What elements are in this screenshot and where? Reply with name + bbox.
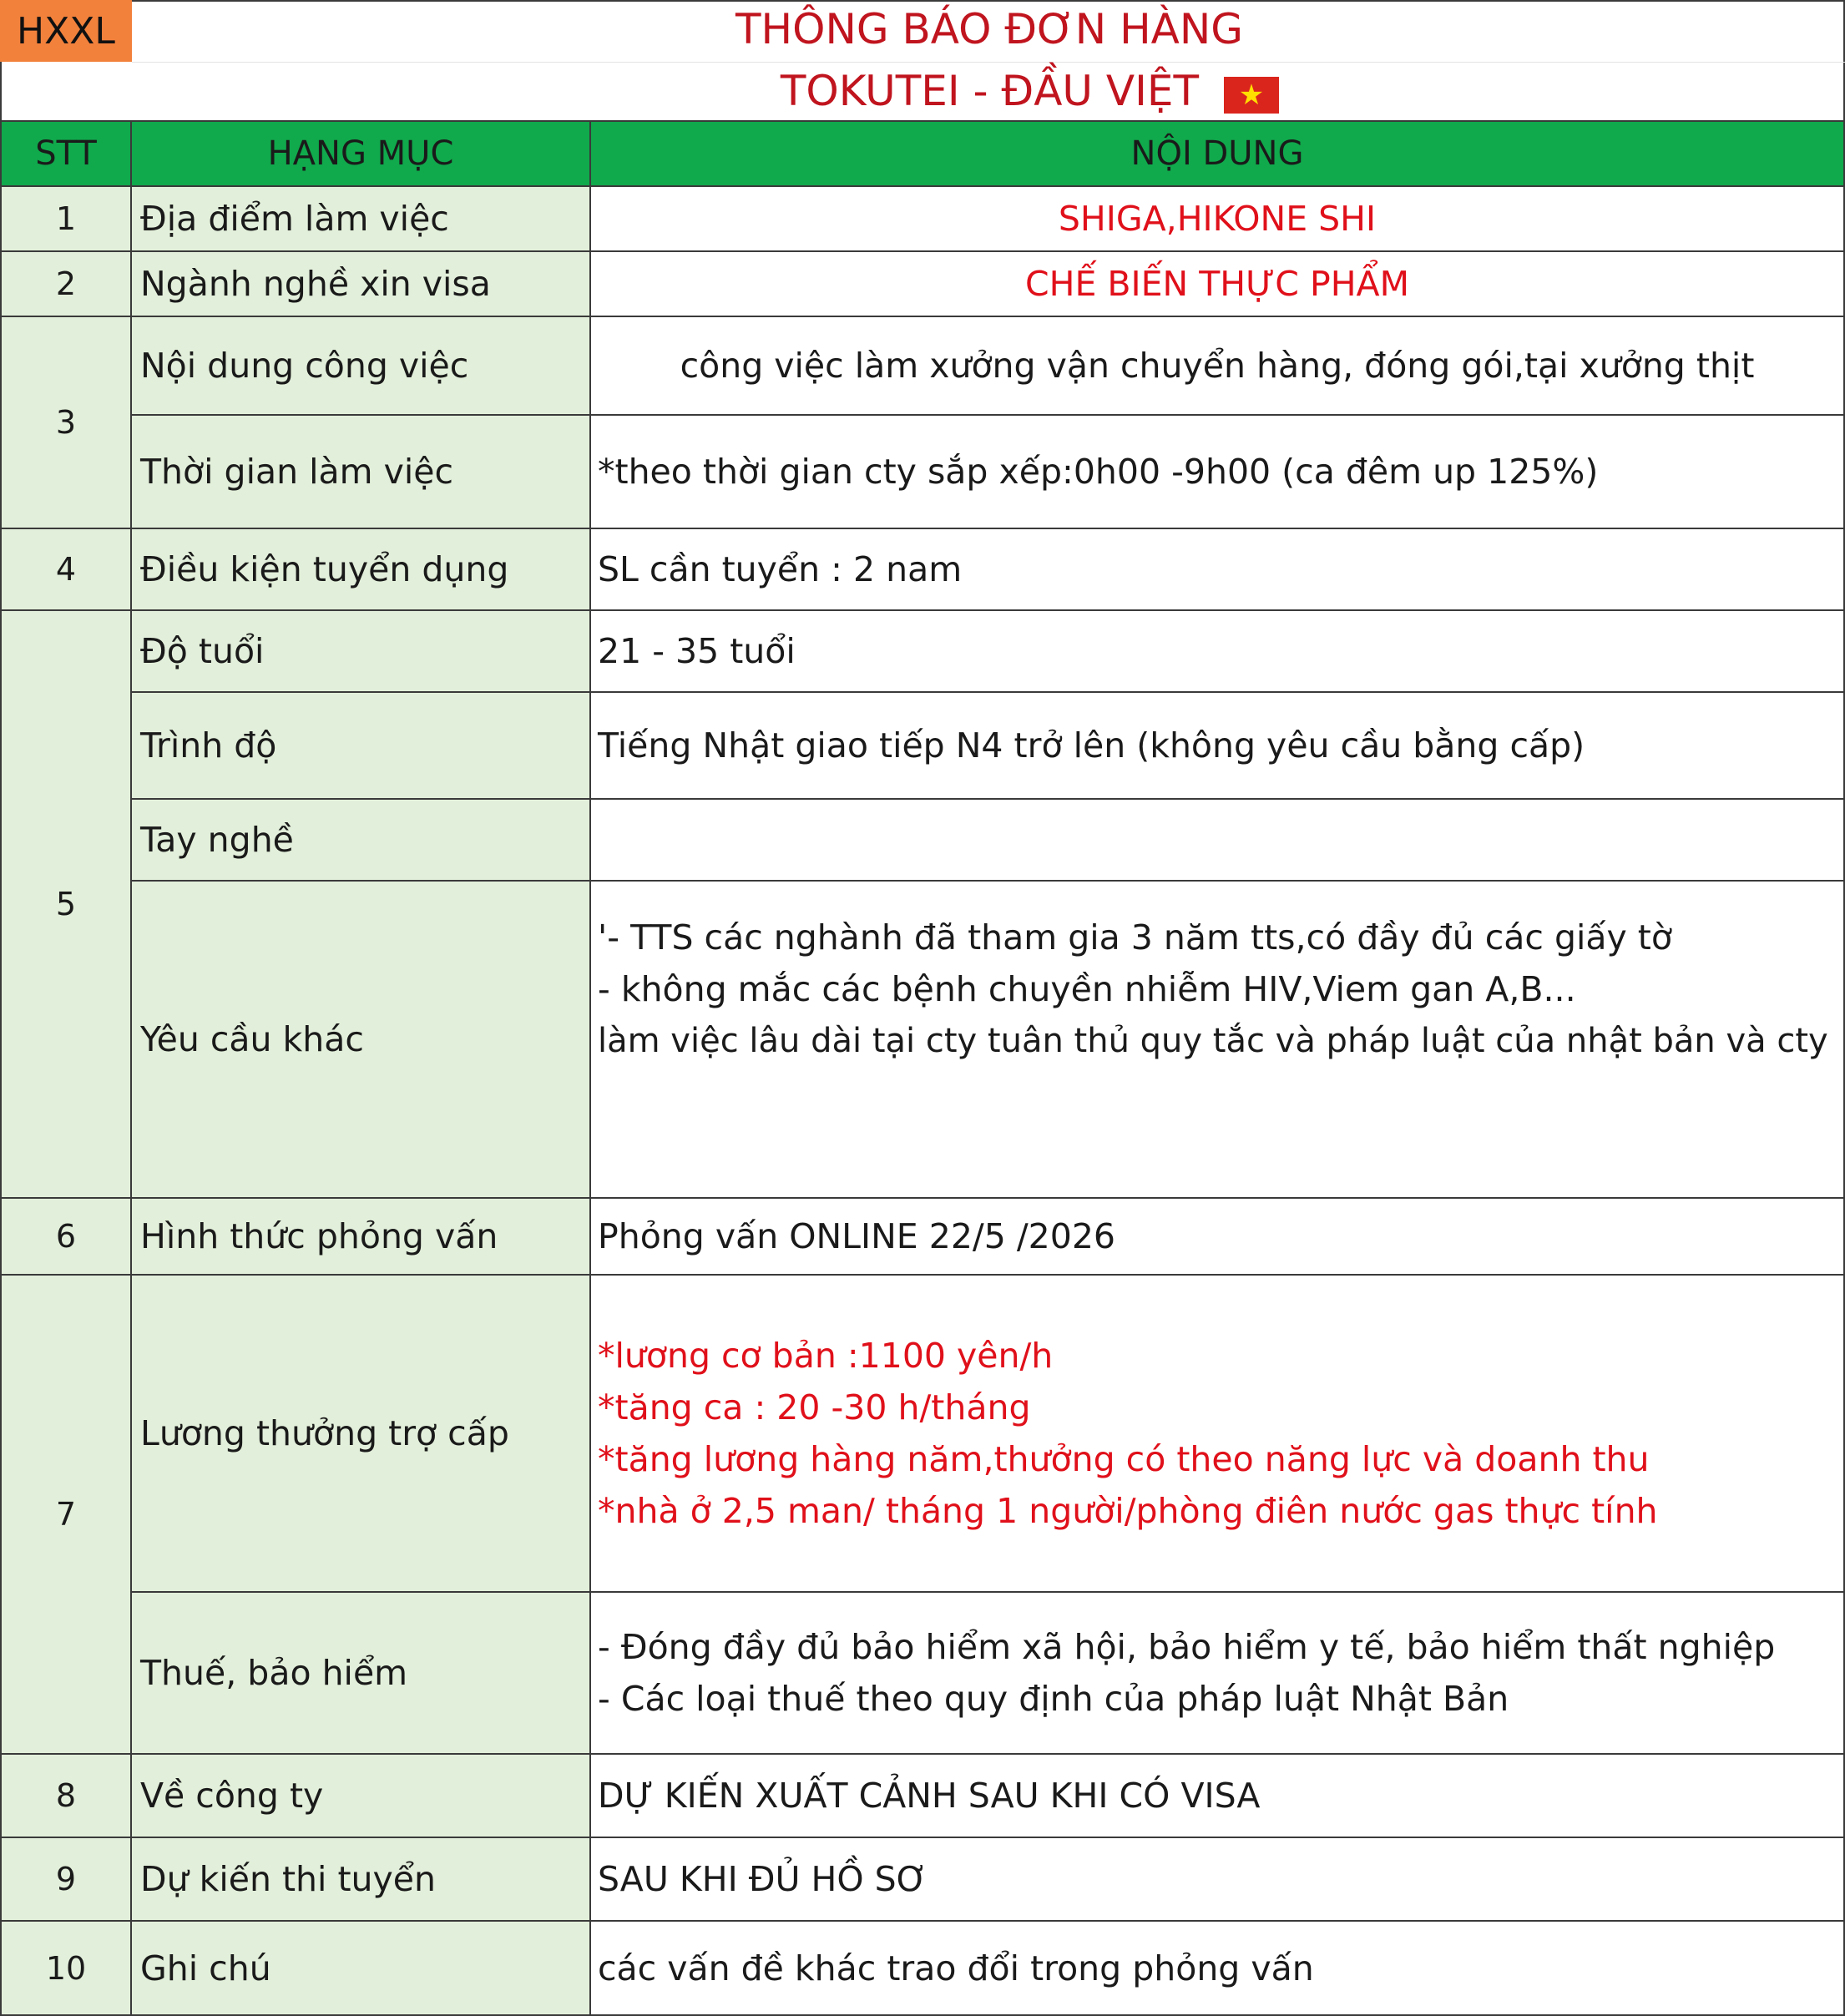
salary-line: *nhà ở 2,5 man/ tháng 1 người/phòng điên nước gas thực tính — [598, 1491, 1658, 1531]
label-company: Về công ty — [130, 1753, 591, 1838]
label-recruit-conditions: Điều kiện tuyển dụng — [130, 528, 591, 611]
value-other-requirements — [589, 880, 1845, 1199]
label-other-requirements: Yêu cầu khác — [130, 880, 591, 1199]
value-notes: các vấn đề khác trao đổi trong phỏng vấn — [589, 1920, 1845, 2016]
stt-cell: 2 — [0, 250, 132, 317]
value-level: Tiếng Nhật giao tiếp N4 trở lên (không yêu cầu bằng cấp) — [589, 691, 1845, 800]
requirement-line: '- TTS các nghành đã tham gia 3 năm tts,có đầy đủ các giấy tờ — [598, 917, 1672, 957]
vietnam-flag-icon — [1224, 77, 1279, 114]
value-company: DỰ KIẾN XUẤT CẢNH SAU KHI CÓ VISA — [589, 1753, 1845, 1838]
label-interview: Hình thức phỏng vấn — [130, 1197, 591, 1276]
label-work-location: Địa điểm làm việc — [130, 185, 591, 252]
value-work-time: *theo thời gian cty sắp xếp:0h00 -9h00 (ca đêm up 125%) — [589, 414, 1845, 529]
value-age: 21 - 35 tuổi — [589, 609, 1845, 693]
header-content: NỘI DUNG — [589, 120, 1845, 187]
stt-cell: 4 — [0, 528, 132, 611]
tax-line: - Các loại thuế theo quy định của pháp luật Nhật Bản — [598, 1679, 1509, 1719]
flag-star-icon: ★ — [1238, 78, 1265, 112]
value-visa-field: CHẾ BIẾN THỰC PHẨM — [589, 250, 1845, 317]
label-skill: Tay nghề — [130, 798, 591, 882]
label-visa-field: Ngành nghề xin visa — [130, 250, 591, 317]
stt-cell: 1 — [0, 185, 132, 252]
label-age: Độ tuổi — [130, 609, 591, 693]
label-tax-insurance: Thuế, bảo hiểm — [130, 1591, 591, 1755]
value-tax-insurance — [589, 1591, 1845, 1755]
stt-cell: 3 — [0, 316, 132, 529]
value-work-location: SHIGA,HIKONE SHI — [589, 185, 1845, 252]
stt-cell: 5 — [0, 609, 132, 1199]
header-category: HẠNG MỤC — [130, 120, 591, 187]
label-salary: Lương thưởng trợ cấp — [130, 1274, 591, 1593]
label-work-time: Thời gian làm việc — [130, 414, 591, 529]
stt-cell: 10 — [0, 1920, 132, 2016]
title-line-2: TOKUTEI - ĐẦU VIỆT — [780, 67, 1199, 115]
frame-top-border — [0, 0, 1845, 2]
title-divider — [132, 62, 1845, 63]
label-level: Trình độ — [130, 691, 591, 800]
stt-cell: 8 — [0, 1753, 132, 1838]
stt-cell: 9 — [0, 1837, 132, 1922]
salary-line: *tăng ca : 20 -30 h/tháng — [598, 1387, 1031, 1427]
value-salary — [589, 1274, 1845, 1593]
value-recruit-conditions: SL cần tuyển : 2 nam — [589, 528, 1845, 611]
stt-cell: 7 — [0, 1274, 132, 1755]
header-stt: STT — [0, 120, 132, 187]
salary-line: *lương cơ bản :1100 yên/h — [598, 1336, 1054, 1376]
label-job-content: Nội dung công việc — [130, 316, 591, 416]
tax-line: - Đóng đầy đủ bảo hiểm xã hội, bảo hiểm y tế, bảo hiểm thất nghiệp — [598, 1627, 1776, 1667]
title-line-1: THÔNG BÁO ĐƠN HÀNG — [735, 5, 1244, 53]
value-job-content: công việc làm xưởng vận chuyển hàng, đóng gói,tại xưởng thịt — [589, 316, 1845, 416]
label-notes: Ghi chú — [130, 1920, 591, 2016]
value-skill — [589, 798, 1845, 882]
salary-line: *tăng lương hàng năm,thưởng có theo năng lực và doanh thu — [598, 1439, 1650, 1479]
hxxl-badge: HXXL — [0, 0, 132, 62]
requirement-line: - không mắc các bệnh chuyền nhiễm HIV,Viem gan A,B... — [598, 969, 1576, 1009]
label-exam: Dự kiến thi tuyển — [130, 1837, 591, 1922]
value-interview: Phỏng vấn ONLINE 22/5 /2026 — [589, 1197, 1845, 1276]
value-exam: SAU KHI ĐỦ HỒ SƠ — [589, 1837, 1845, 1922]
requirement-line: làm việc lâu dài tại cty tuân thủ quy tắc và pháp luật của nhật bản và cty — [598, 1022, 1828, 1060]
stt-cell: 6 — [0, 1197, 132, 1276]
